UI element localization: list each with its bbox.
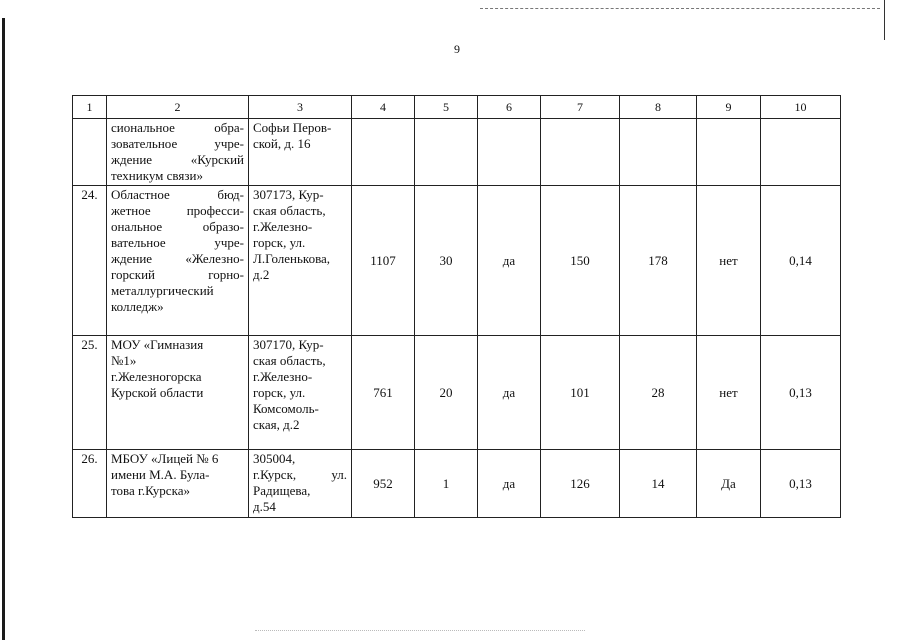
address-line: горск, ул. <box>253 385 306 400</box>
value-cell: 150 <box>541 186 620 336</box>
address-line: ская область, <box>253 203 326 218</box>
institution-name-line: металлургический <box>111 283 214 298</box>
value-cell: 0,13 <box>761 450 841 518</box>
scan-left-border <box>2 18 5 640</box>
column-number: 5 <box>415 96 478 119</box>
address-line: ской, д. 16 <box>253 136 311 151</box>
value-cell: 14 <box>620 450 697 518</box>
address-line: г.Железно- <box>253 369 313 384</box>
institution-name-line: имени М.А. Була- <box>111 467 210 482</box>
institution-name-line: това г.Курска» <box>111 483 190 498</box>
column-number: 4 <box>352 96 415 119</box>
institution-name-line: ональное образо- <box>111 219 244 234</box>
row-number: 24. <box>73 186 107 336</box>
address-line: Комсомоль- <box>253 401 319 416</box>
row-number: 25. <box>73 336 107 450</box>
value-cell <box>697 119 761 186</box>
value-cell: да <box>478 336 541 450</box>
address-line: горск, ул. <box>253 235 306 250</box>
column-number: 9 <box>697 96 761 119</box>
address-line: г.Железно- <box>253 219 313 234</box>
address-cell <box>249 336 352 450</box>
address-cell <box>249 186 352 336</box>
institution-name-line: Курской области <box>111 385 204 400</box>
address-line: ская область, <box>253 353 326 368</box>
value-cell: Да <box>697 450 761 518</box>
institutions-table <box>72 95 841 518</box>
page-number: 9 <box>454 42 460 56</box>
row-number <box>73 119 107 186</box>
value-cell <box>541 119 620 186</box>
address-line: Радищева, <box>253 483 311 498</box>
institution-name-line: ждение «Курский <box>111 152 244 167</box>
institution-name-line: №1» <box>111 353 137 368</box>
institution-name-line: МБОУ «Лицей № 6 <box>111 451 219 466</box>
address-line: д.54 <box>253 499 276 514</box>
value-cell <box>761 119 841 186</box>
institution-name-cell <box>107 119 249 186</box>
institution-name-line: горский горно- <box>111 267 244 282</box>
institution-name-line: МОУ «Гимназия <box>111 337 204 352</box>
value-cell: 178 <box>620 186 697 336</box>
institution-name-line: колледж» <box>111 299 164 314</box>
scan-bottom-noise <box>255 630 585 631</box>
institution-name-line: техникум связи» <box>111 168 203 183</box>
address-cell <box>249 450 352 518</box>
value-cell: 1 <box>415 450 478 518</box>
address-line: ская, д.2 <box>253 417 300 432</box>
address-cell <box>249 119 352 186</box>
value-cell: 30 <box>415 186 478 336</box>
institution-name-line: ждение «Железно- <box>111 251 244 266</box>
table-row <box>73 450 841 518</box>
value-cell: 0,13 <box>761 336 841 450</box>
institution-name-line: Областное бюд- <box>111 187 244 202</box>
value-cell: 126 <box>541 450 620 518</box>
value-cell: 101 <box>541 336 620 450</box>
address-line: г.Курск, ул. <box>253 467 347 482</box>
institution-name-cell <box>107 450 249 518</box>
institution-name-cell <box>107 336 249 450</box>
value-cell: 1107 <box>352 186 415 336</box>
column-number: 8 <box>620 96 697 119</box>
table-row <box>73 186 841 336</box>
row-number: 26. <box>73 450 107 518</box>
value-cell: да <box>478 450 541 518</box>
address-line: д.2 <box>253 267 270 282</box>
value-cell <box>415 119 478 186</box>
value-cell: 0,14 <box>761 186 841 336</box>
value-cell: 20 <box>415 336 478 450</box>
value-cell: 28 <box>620 336 697 450</box>
institution-name-line: г.Железногорска <box>111 369 202 384</box>
value-cell: 761 <box>352 336 415 450</box>
column-number: 6 <box>478 96 541 119</box>
value-cell: 952 <box>352 450 415 518</box>
column-number-row <box>73 96 841 119</box>
scan-top-rule <box>480 8 880 9</box>
value-cell: да <box>478 186 541 336</box>
value-cell: нет <box>697 186 761 336</box>
institution-name-line: вательное учре- <box>111 235 244 250</box>
column-number: 1 <box>73 96 107 119</box>
address-line: 307170, Кур- <box>253 337 324 352</box>
column-number: 2 <box>107 96 249 119</box>
address-line: Л.Голенькова, <box>253 251 331 266</box>
scan-right-edge <box>884 0 885 40</box>
address-line: Софьи Перов- <box>253 120 332 135</box>
institution-name-cell <box>107 186 249 336</box>
address-line: 305004, <box>253 451 296 466</box>
value-cell: нет <box>697 336 761 450</box>
table-row <box>73 336 841 450</box>
institution-name-line: жетное професси- <box>111 203 244 218</box>
column-number: 10 <box>761 96 841 119</box>
value-cell <box>352 119 415 186</box>
value-cell <box>478 119 541 186</box>
institution-name-line: сиональное обра- <box>111 120 244 135</box>
column-number: 3 <box>249 96 352 119</box>
column-number: 7 <box>541 96 620 119</box>
institution-name-line: зовательное учре- <box>111 136 244 151</box>
address-line: 307173, Кур- <box>253 187 324 202</box>
value-cell <box>620 119 697 186</box>
table-row <box>73 119 841 186</box>
